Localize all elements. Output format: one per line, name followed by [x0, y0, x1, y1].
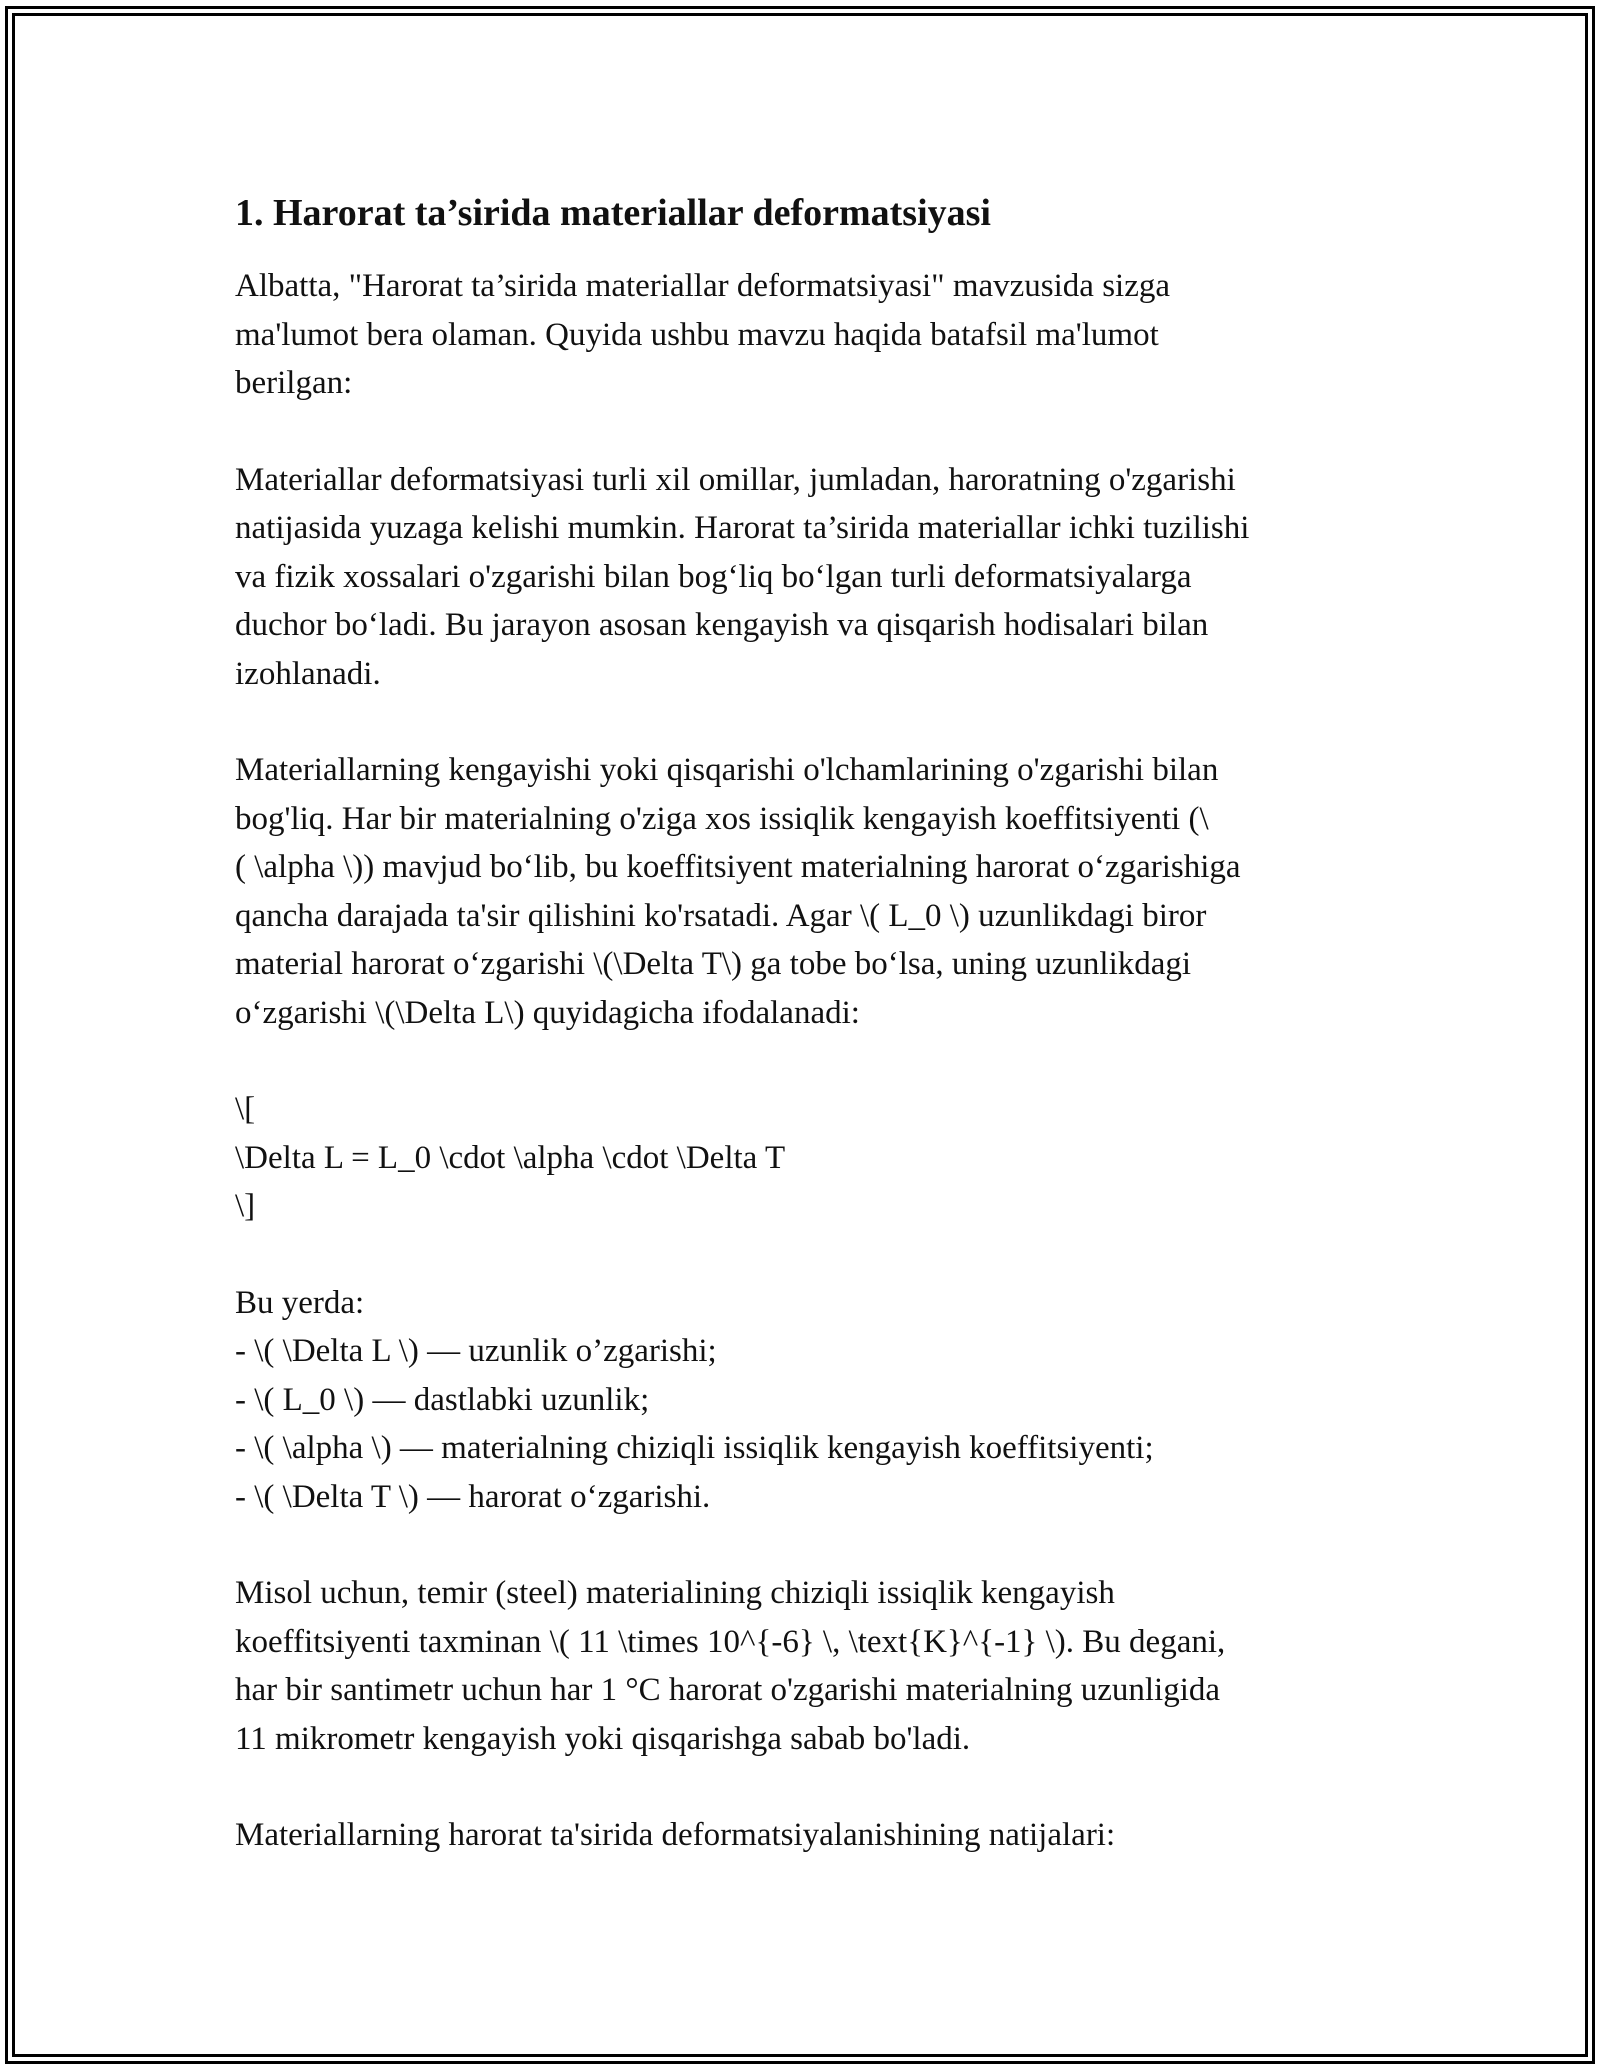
example-paragraph [235, 1569, 1375, 1763]
deformation-paragraph [235, 456, 1375, 699]
list-item: - \( \Delta T \) — harorat o‘zgarishi. [235, 1478, 711, 1515]
formula-line: \] [235, 1188, 256, 1224]
list-item: - \( \alpha \) — materialning chiziqli issiqlik kengayish koeffitsiyenti; [235, 1430, 1154, 1466]
list-item: - \( L_0 \) — dastlabki uzunlik; [235, 1381, 650, 1418]
text-line: berilgan: [235, 365, 353, 401]
text-line: izohlanadi. [235, 655, 381, 692]
text-line: Materiallarning kengayishi yoki qisqarishi o'lchamlarining o'zgarishi bilan [235, 752, 1219, 788]
text-line: material harorat o‘zgarishi \(\Delta T\) ga tobe bo‘lsa, uning uzunlikdagi [235, 946, 1192, 982]
text-line: bog'liq. Har bir materialning o'ziga xos issiqlik kengayish koeffitsiyenti (\ [235, 800, 1209, 837]
document-body [235, 188, 1375, 1908]
formula-line: \[ [235, 1091, 256, 1127]
intro-paragraph [235, 262, 1375, 408]
formula-block [235, 1085, 1375, 1231]
list-item: - \( \Delta L \) — uzunlik o’zgarishi; [235, 1333, 717, 1369]
text-line: har bir santimetr uchun har 1 °C harorat o'zgarishi materialning uzunligida [235, 1672, 1221, 1708]
text-line: o‘zgarishi \(\Delta L\) quyidagicha ifodalanadi: [235, 994, 860, 1031]
list-intro: Bu yerda: [235, 1284, 365, 1321]
results-paragraph [235, 1811, 1375, 1860]
text-line: Albatta, "Harorat ta’sirida materiallar deformatsiyasi" mavzusida sizga [235, 268, 1171, 304]
text-line: ma'lumot bera olaman. Quyida ushbu mavzu haqida batafsil ma'lumot [235, 316, 1159, 353]
text-line: Materiallar deformatsiyasi turli xil omillar, jumladan, haroratning o'zgarishi [235, 461, 1236, 498]
text-line: qancha darajada ta'sir qilishini ko'rsatadi. Agar \( L_0 \) uzunlikdagi biror [235, 897, 1207, 934]
definitions-list [235, 1279, 1375, 1522]
formula-line: \Delta L = L_0 \cdot \alpha \cdot \Delta T [235, 1139, 786, 1176]
section-heading: 1. Harorat ta’sirida materiallar deformatsiyasi [235, 192, 991, 234]
text-line: 11 mikrometr kengayish yoki qisqarishga sabab bo'ladi. [235, 1720, 971, 1757]
text-line: natijasida yuzaga kelishi mumkin. Harorat ta’sirida materiallar ichki tuzilishi [235, 510, 1250, 546]
text-line: duchor bo‘ladi. Bu jarayon asosan kengayish va qisqarish hodisalari bilan [235, 607, 1209, 643]
expansion-paragraph [235, 746, 1375, 1037]
text-line: Materiallarning harorat ta'sirida deformatsiyalanishining natijalari: [235, 1817, 1116, 1853]
text-line: va fizik xossalari o'zgarishi bilan bog‘liq bo‘lgan turli deformatsiyalarga [235, 558, 1192, 595]
text-line: ( \alpha \)) mavjud bo‘lib, bu koeffitsiyent materialning harorat o‘zgarishiga [235, 849, 1241, 885]
text-line: Misol uchun, temir (steel) materialining chiziqli issiqlik kengayish [235, 1575, 1115, 1611]
text-line: koeffitsiyenti taxminan \( 11 \times 10^{-6} \, \text{K}^{-1} \). Bu degani, [235, 1623, 1226, 1660]
